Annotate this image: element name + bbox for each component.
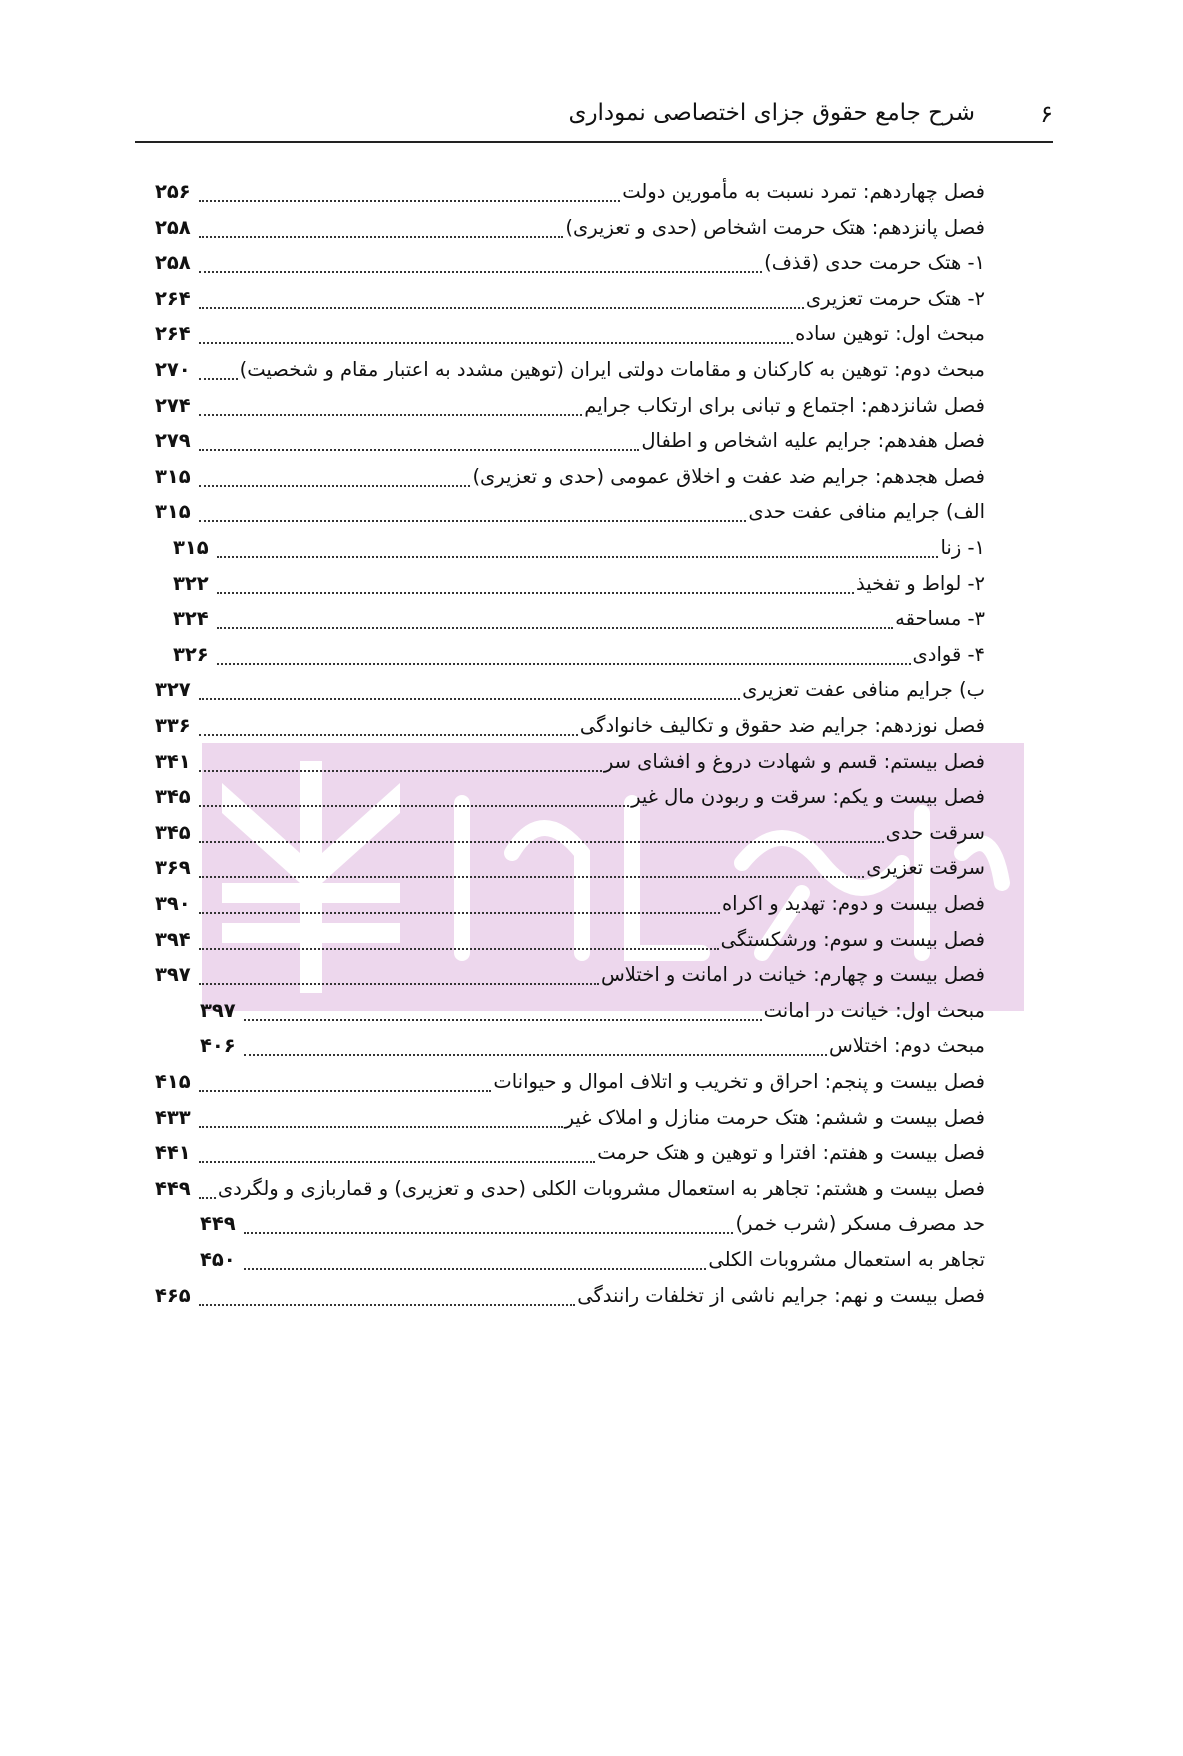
toc-entry <box>200 1205 985 1243</box>
toc-entry-title: فصل بیست و ششم: هتک حرمت منازل و املاک غیر <box>564 1105 985 1129</box>
toc-dot-leader <box>199 1304 575 1306</box>
toc-entry-title: فصل پانزدهم: هتک حرمت اشخاص (حدی و تعزیری) <box>565 215 985 239</box>
toc-entry-title: ۱- هتک حرمت حدی (قذف) <box>764 251 985 275</box>
toc-entry <box>155 707 985 745</box>
toc-entry <box>155 1170 985 1208</box>
toc-entry <box>173 529 985 567</box>
toc-entry-title: تجاهر به استعمال مشروبات الکلی <box>708 1248 985 1271</box>
toc-entry <box>155 351 985 389</box>
toc-dot-leader <box>199 342 793 344</box>
toc-dot-leader <box>199 805 629 807</box>
toc-entry-title: فصل بیست و دوم: تهدید و اکراه <box>721 892 985 915</box>
toc-entry <box>155 956 985 994</box>
toc-entry-page-number: ۴۳۳ <box>155 1105 191 1129</box>
toc-entry-page-number: ۳۹۴ <box>155 927 191 951</box>
toc-entry-title: فصل بیست و پنجم: احراق و تخریب و اتلاف اموال و حیوانات <box>493 1070 985 1093</box>
page-header <box>135 96 1053 142</box>
toc-entry-page-number: ۳۱۵ <box>155 500 191 524</box>
toc-entry-page-number: ۳۲۷ <box>155 678 191 702</box>
toc-entry-page-number: ۲۵۸ <box>155 251 191 275</box>
toc-dot-leader <box>199 307 804 309</box>
toc-entry-page-number: ۳۴۵ <box>155 785 191 809</box>
toc-entry-page-number: ۳۱۵ <box>155 464 191 488</box>
toc-entry-title: فصل شانزدهم: اجتماع و تبانی برای ارتکاب جرایم <box>584 393 985 417</box>
toc-entry-page-number: ۴۴۹ <box>200 1212 236 1236</box>
toc-dot-leader <box>244 1054 827 1056</box>
toc-entry-page-number: ۳۲۴ <box>173 607 209 631</box>
toc-entry <box>200 1241 985 1279</box>
toc-entry <box>155 387 985 425</box>
toc-entry <box>200 992 985 1030</box>
toc-entry-title: فصل بیست و هفتم: افترا و توهین و هتک حرمت <box>597 1141 985 1165</box>
toc-entry-page-number: ۴۰۶ <box>200 1034 236 1058</box>
toc-entry-page-number: ۲۶۴ <box>155 286 191 310</box>
toc-entry-title: مبحث دوم: اختلاس <box>829 1034 985 1058</box>
toc-entry-title: فصل بیست و نهم: جرایم ناشی از تخلفات رانندگی <box>577 1283 985 1307</box>
toc-entry <box>155 671 985 709</box>
toc-entry <box>155 778 985 816</box>
toc-entry-title: فصل هفدهم: جرایم علیه اشخاص و اطفال <box>641 429 985 453</box>
toc-entry <box>155 921 985 959</box>
toc-entry-page-number: ۲۶۴ <box>155 322 191 346</box>
toc-entry-title: فصل نوزدهم: جرایم ضد حقوق و تکالیف خانوادگی <box>579 714 985 737</box>
toc-entry <box>155 814 985 852</box>
toc-entry-title: سرقت تعزیری <box>866 856 985 880</box>
toc-dot-leader <box>199 449 639 451</box>
toc-entry-page-number: ۳۹۷ <box>200 998 236 1022</box>
toc-entry <box>173 636 985 674</box>
toc-entry <box>173 565 985 603</box>
toc-entry-title: فصل بیست و سوم: ورشکستگی <box>720 927 985 951</box>
toc-entry-title: ۴- قوادی <box>912 642 985 666</box>
toc-dot-leader <box>217 556 938 558</box>
toc-entry-page-number: ۳۹۰ <box>155 892 191 915</box>
page-number: ۶ <box>1040 100 1053 128</box>
header-divider <box>135 141 1053 143</box>
toc-dot-leader <box>217 592 854 594</box>
toc-entry <box>155 315 985 353</box>
toc-entry-title: مبحث اول: توهین ساده <box>795 322 985 346</box>
toc-entry-title: ب) جرایم منافی عفت تعزیری <box>742 678 985 702</box>
toc-entry <box>155 849 985 887</box>
toc-entry <box>155 1063 985 1101</box>
toc-dot-leader <box>199 236 563 238</box>
toc-entry-title: حد مصرف مسکر (شرب خمر) <box>735 1212 985 1236</box>
toc-dot-leader <box>199 876 864 878</box>
toc-entry-title: ۲- لواط و تفخیذ <box>856 571 985 595</box>
toc-dot-leader <box>199 841 884 843</box>
toc-dot-leader <box>244 1232 733 1234</box>
toc-entry-page-number: ۴۱۵ <box>155 1070 191 1093</box>
toc-dot-leader <box>217 663 911 665</box>
toc-entry-title: فصل بیست و یکم: سرقت و ربودن مال غیر <box>631 785 985 809</box>
toc-entry <box>155 209 985 247</box>
toc-entry-title: فصل بیست و چهارم: خیانت در امانت و اختلاس <box>600 963 985 987</box>
toc-entry <box>155 458 985 496</box>
toc-dot-leader <box>244 1019 762 1021</box>
toc-dot-leader <box>199 485 470 487</box>
toc-entry-page-number: ۴۵۰ <box>200 1248 236 1271</box>
toc-dot-leader <box>199 770 602 772</box>
toc-entry-title: الف) جرایم منافی عفت حدی <box>748 500 985 524</box>
toc-entry <box>155 743 985 781</box>
toc-entry-page-number: ۳۲۲ <box>173 571 209 595</box>
toc-entry-page-number: ۳۴۵ <box>155 820 191 844</box>
toc-entry <box>173 600 985 638</box>
toc-entry <box>155 885 985 923</box>
toc-dot-leader <box>217 627 893 629</box>
toc-dot-leader <box>199 1197 216 1199</box>
toc-dot-leader <box>199 1090 491 1092</box>
toc-entry-page-number: ۲۷۹ <box>155 429 191 453</box>
toc-entry <box>200 1027 985 1065</box>
toc-entry-title: مبحث اول: خیانت در امانت <box>763 998 985 1022</box>
toc-dot-leader <box>199 200 620 202</box>
toc-entry-title: ۳- مساحقه <box>895 607 985 631</box>
toc-entry-title: مبحث دوم: توهین به کارکنان و مقامات دولتی ایران (توهین مشدد به اعتبار مقام و شخصیت) <box>239 358 985 381</box>
toc-entry-page-number: ۳۳۶ <box>155 714 191 737</box>
toc-dot-leader <box>199 983 599 985</box>
toc-dot-leader <box>199 734 578 736</box>
toc-entry-page-number: ۴۴۱ <box>155 1141 191 1165</box>
toc-entry <box>155 280 985 318</box>
toc-dot-leader <box>199 1161 595 1163</box>
toc-entry-page-number: ۳۶۹ <box>155 856 191 880</box>
toc-dot-leader <box>199 378 238 380</box>
toc-entry-title: فصل بیست و هشتم: تجاهر به استعمال مشروبات الکلی (حدی و تعزیری) و قماربازی و ولگردی <box>217 1176 985 1200</box>
toc-entry-title: ۲- هتک حرمت تعزیری <box>805 286 985 310</box>
toc-entry-title: فصل بیستم: قسم و شهادت دروغ و افشای سر <box>603 749 985 773</box>
toc-entry <box>155 422 985 460</box>
toc-entry <box>155 1134 985 1172</box>
toc-entry-page-number: ۲۷۰ <box>155 358 191 381</box>
toc-entry-page-number: ۲۵۶ <box>155 180 191 203</box>
toc-entry-page-number: ۲۷۴ <box>155 393 191 417</box>
toc-dot-leader <box>199 698 740 700</box>
toc-entry-page-number: ۲۵۸ <box>155 215 191 239</box>
toc-entry-page-number: ۴۶۵ <box>155 1283 191 1307</box>
toc-dot-leader <box>199 414 582 416</box>
toc-entry-page-number: ۳۴۱ <box>155 749 191 773</box>
toc-entry-page-number: ۳۱۵ <box>173 536 209 559</box>
toc-dot-leader <box>199 948 719 950</box>
toc-entry <box>155 244 985 282</box>
toc-dot-leader <box>199 271 762 273</box>
toc-dot-leader <box>199 1126 563 1128</box>
toc-entry <box>155 493 985 531</box>
toc-entry-title: ۱- زنا <box>940 536 985 559</box>
toc-dot-leader <box>199 912 720 914</box>
toc-entry-page-number: ۳۹۷ <box>155 963 191 987</box>
toc-entry-title: سرقت حدی <box>885 820 985 844</box>
running-title: شرح جامع حقوق جزای اختصاصی نموداری <box>568 100 975 126</box>
toc-dot-leader <box>244 1268 706 1270</box>
toc-entry <box>155 1099 985 1137</box>
toc-entry <box>155 1277 985 1315</box>
toc-entry-title: فصل چهاردهم: تمرد نسبت به مأمورین دولت <box>622 180 985 203</box>
toc-entry <box>155 173 985 211</box>
toc-entry-page-number: ۴۴۹ <box>155 1176 191 1200</box>
toc-dot-leader <box>199 520 746 522</box>
toc-entry-page-number: ۳۲۶ <box>173 642 209 666</box>
toc-entry-title: فصل هجدهم: جرایم ضد عفت و اخلاق عمومی (حدی و تعزیری) <box>472 464 985 488</box>
